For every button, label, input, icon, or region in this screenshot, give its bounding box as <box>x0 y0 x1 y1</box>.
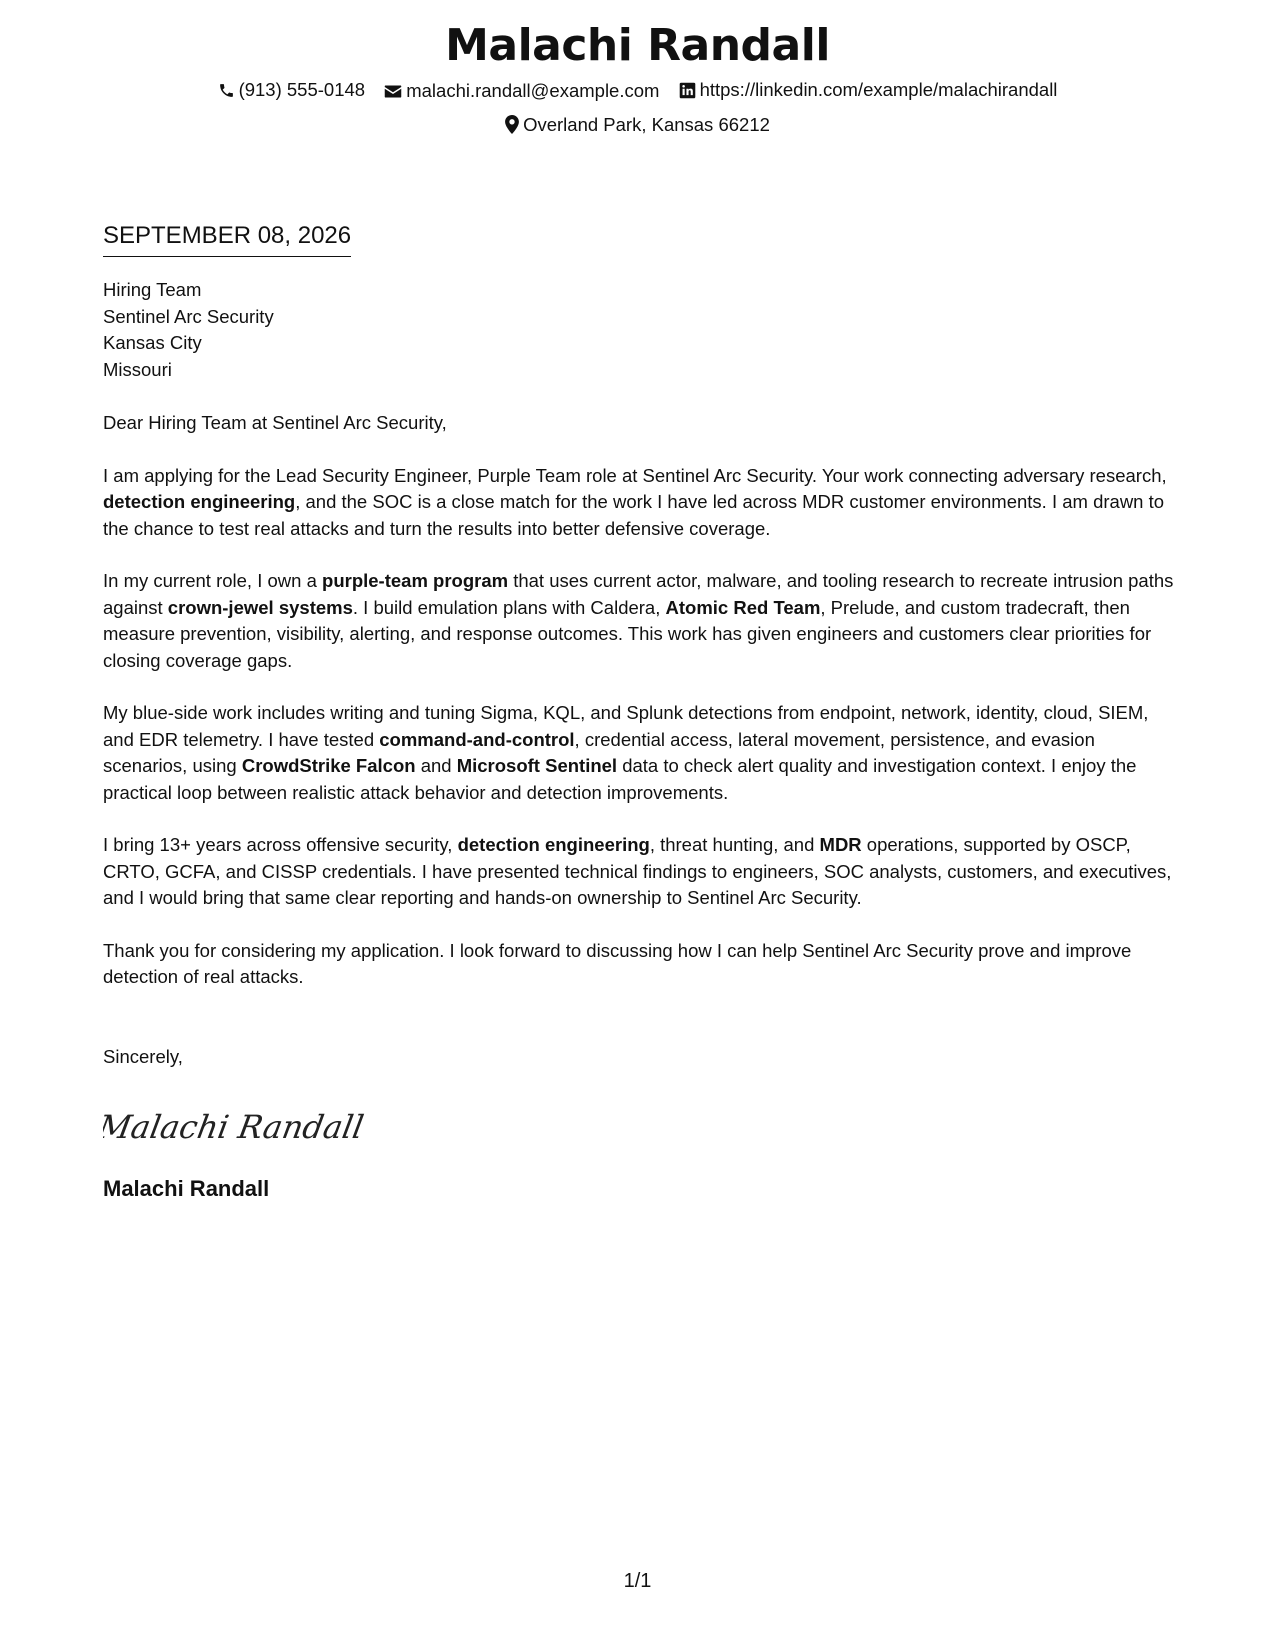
body-paragraph <box>103 700 1175 806</box>
contact-email[interactable] <box>384 75 659 107</box>
body-paragraph <box>103 832 1175 912</box>
paragraph-text: I am applying for the Lead Security Engineer, Purple Team role at Sentinel Arc Security. Your work connecting adversary research, <box>103 464 1167 486</box>
letter-content <box>103 220 1175 1204</box>
signature-image <box>103 1102 373 1150</box>
paragraph-text: and <box>415 755 457 776</box>
closing: Sincerely, <box>103 1045 183 1067</box>
body-paragraph <box>103 463 1175 543</box>
phone-text: (913) 555-0148 <box>238 79 366 100</box>
contact-linkedin[interactable] <box>679 74 1058 106</box>
emphasis-text: purple-team program <box>322 570 509 591</box>
emphasis-text: command-and-control <box>379 728 575 750</box>
contact-line-primary <box>0 74 1275 109</box>
emphasis-text: detection engineering <box>457 834 650 855</box>
paragraph-text: , threat hunting, and <box>649 834 820 855</box>
emphasis-text: Atomic Red Team <box>665 596 821 618</box>
paragraph-text: , and the SOC is a close match for the work I have led across MDR customer environments. I am drawn to the chance to test real attacks and turn the results into better defensive coverage. <box>103 491 1165 539</box>
paragraph-text: I bring 13+ years across offensive security, <box>103 834 458 855</box>
paragraph-text: . I build emulation plans with Caldera, <box>352 596 666 618</box>
linkedin-text[interactable]: https://linkedin.com/example/malachirandall <box>699 79 1058 100</box>
emphasis-text: crown-jewel systems <box>167 596 353 618</box>
paragraph-text: , credential access, lateral movement, persistence, and evasion scenarios, using <box>103 728 1095 776</box>
paragraph-text: Thank you for considering my application. I look forward to discussing how I can help Sentinel Arc Security prove and improve detection of real attacks. <box>103 939 1132 987</box>
emphasis-text: Microsoft Sentinel <box>456 755 618 776</box>
emphasis-text: CrowdStrike Falcon <box>241 755 416 776</box>
handwritten-signature <box>103 1102 1175 1150</box>
signature-script: Malachi Randall <box>103 1108 367 1146</box>
contact-location <box>505 109 770 141</box>
email-text[interactable]: malachi.randall@example.com <box>406 80 660 101</box>
paragraph-text: data to check alert quality and investigation context. I enjoy the practical loop between realistic attack behavior and detection improvements. <box>103 755 1137 803</box>
paragraph-text: that uses current actor, malware, and tooling research to recreate intrusion paths against <box>103 570 1174 618</box>
emphasis-text: detection engineering <box>103 491 296 512</box>
body-paragraph <box>103 568 1175 674</box>
recipient-block <box>103 277 1175 383</box>
emphasis-text: MDR <box>819 834 862 855</box>
paragraph-text: In my current role, I own a <box>103 570 323 591</box>
contact-phone <box>218 74 366 106</box>
signer-name: Malachi Randall <box>103 1176 270 1201</box>
recipient-line: Kansas City <box>103 332 202 353</box>
contact-line-secondary <box>0 109 1275 145</box>
linkedin-icon <box>679 82 696 99</box>
recipient-line: Sentinel Arc Security <box>103 305 274 327</box>
letter-date: SEPTEMBER 08, 2026 <box>103 220 351 257</box>
sender-name: Malachi Randall <box>445 20 830 71</box>
map-pin-icon <box>505 115 519 134</box>
letter-header <box>0 18 1275 144</box>
paragraph-text: operations, supported by OSCP, CRTO, GCFA, and CISSP credentials. I have presented technical findings to engineers, SOC analysts, customers, and executives, and I would bring that same clear reporting and hands-on ownership to Sentinel Arc Security. <box>103 834 1172 908</box>
paragraph-text: My blue-side work includes writing and tuning Sigma, KQL, and Splunk detections from endpoint, network, identity, cloud, SIEM, and EDR telemetry. I have tested <box>103 702 1149 750</box>
page-number: 1/1 <box>623 1570 652 1592</box>
location-text: Overland Park, Kansas 66212 <box>523 113 770 135</box>
recipient-line: Missouri <box>103 358 172 380</box>
paragraph-text: , Prelude, and custom tradecraft, then measure prevention, visibility, alerting, and response outcomes. This work has given engineers and customers clear priorities for closing coverage gaps. <box>103 596 1152 671</box>
envelope-icon <box>384 84 402 99</box>
recipient-line: Hiring Team <box>103 279 202 300</box>
phone-icon <box>218 82 235 99</box>
salutation: Dear Hiring Team at Sentinel Arc Security, <box>103 412 447 433</box>
body-paragraph <box>103 938 1175 991</box>
